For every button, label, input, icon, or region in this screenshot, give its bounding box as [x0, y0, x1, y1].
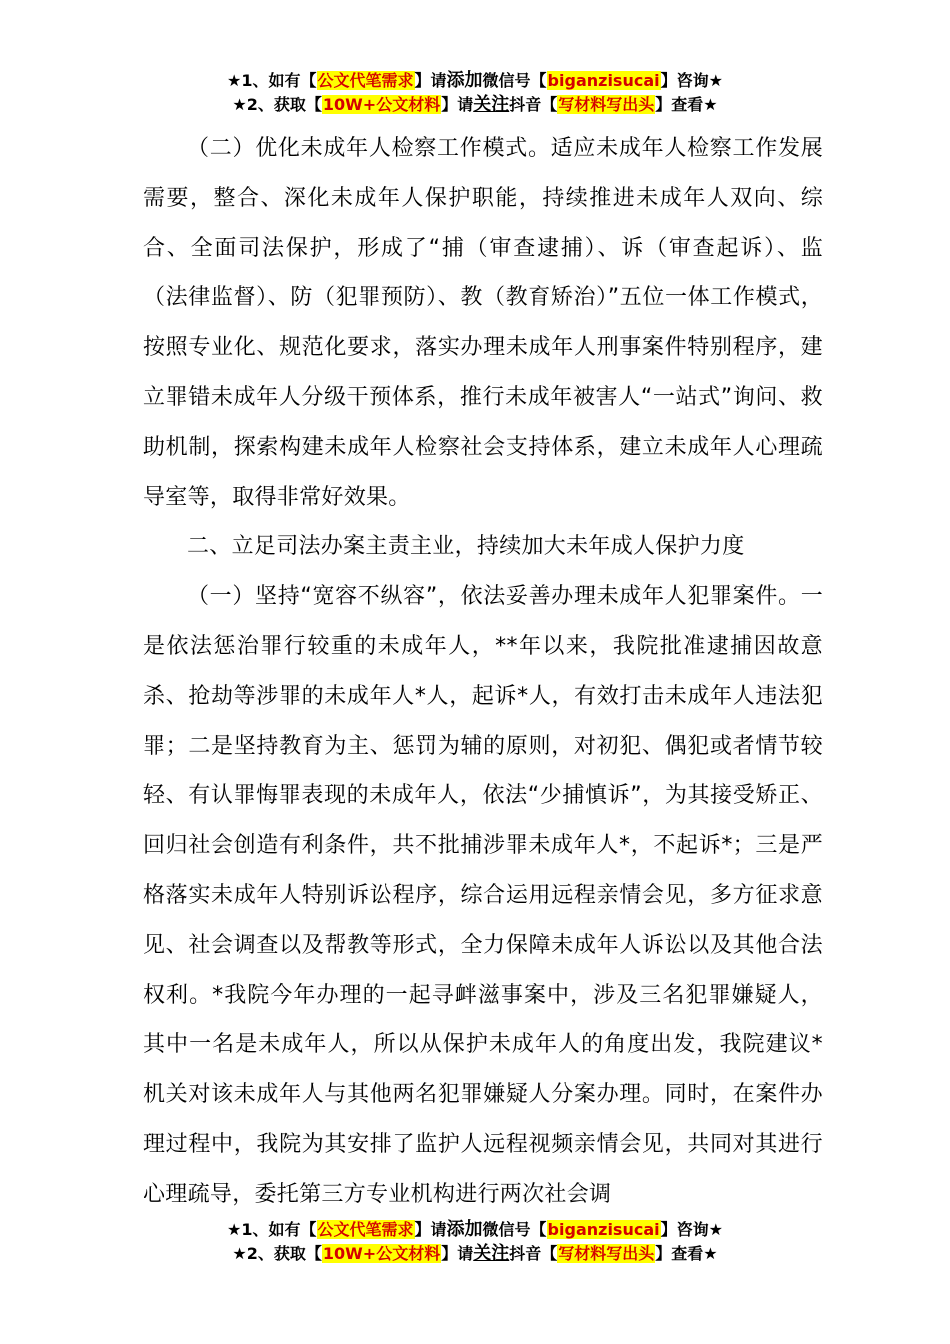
banner-line-2: ★2、获取【10W+公文材料】请关注抖音【写材料写出头】查看★ [232, 1243, 718, 1264]
banner-highlight-douyin: 写材料写出头 [558, 1244, 655, 1263]
banner-line-2: ★2、获取【10W+公文材料】请关注抖音【写材料写出头】查看★ [232, 94, 718, 115]
banner-highlight-service: 公文代笔需求 [317, 1220, 414, 1239]
section-heading: 二、立足司法办案主责主业，持续加大未年成人保护力度 [187, 534, 745, 560]
paragraph-tolerance: （一）坚持“宽容不纵容”，依法妥善办理未成年人犯罪案件。一是依法惩治罪行较重的未成年人，**年以来，我院批准逮捕因故意杀、抢劫等涉罪的未成年人*人，起诉*人，有效打击未成年人违法犯罪；二是坚持教育为主、惩罚为辅的原则，对初犯、偶犯或者情节较轻、有认罪悔罪表现的未成年人，依法“少捕慎诉”，为其接受矫正、回归社会创造有利条件，共不批捕涉罪未成年人*，不起诉*；三是严格落实未成年人特别诉讼程序，综合运用远程亲情会见，多方征求意见、社会调查以及帮教等形式，全力保障未成年人诉讼以及其他合法权利。*我院今年办理的一起寻衅滋事案中，涉及三名犯罪嫌疑人，其中一名是未成年人，所以从保护未成年人的角度出发，我院建议*机关对该未成年人与其他两名犯罪嫌疑人分案办理。同时，在案件办理过程中，我院为其安排了监护人远程视频亲情会见，共同对其进行心理疏导，委托第三方专业机构进行两次社会调 [143, 584, 823, 1207]
banner-highlight-service: 公文代笔需求 [317, 71, 414, 90]
banner-highlight-wechat: biganzisucai [547, 71, 660, 90]
document-body [143, 124, 823, 1220]
banner-line-1: ★1、如有【公文代笔需求】请添加微信号【biganzisucai】咨询★ [227, 1219, 723, 1240]
paragraph-optimize-mode: （二）优化未成年人检察工作模式。适应未成年人检察工作发展需要，整合、深化未成年人保护职能，持续推进未成年人双向、综合、全面司法保护，形成了“捕（审查逮捕）、诉（审查起诉）、监（法律监督）、防（犯罪预防）、教（教育矫治）”五位一体工作模式，按照专业化、规范化要求，落实办理未成年人刑事案件特别程序，建立罪错未成年人分级干预体系，推行未成年被害人“一站式”询问、救助机制，探索构建未成年人检察社会支持体系，建立未成年人心理疏导室等，取得非常好效果。 [143, 136, 823, 510]
banner-highlight-douyin: 写材料写出头 [558, 95, 655, 114]
banner-highlight-wechat: biganzisucai [547, 1220, 660, 1239]
bottom-banner [0, 1219, 950, 1267]
top-banner [0, 70, 950, 118]
banner-highlight-materials: 10W+公文材料 [322, 95, 441, 114]
banner-highlight-materials: 10W+公文材料 [322, 1244, 441, 1263]
banner-line-1: ★1、如有【公文代笔需求】请添加微信号【biganzisucai】咨询★ [227, 70, 723, 91]
